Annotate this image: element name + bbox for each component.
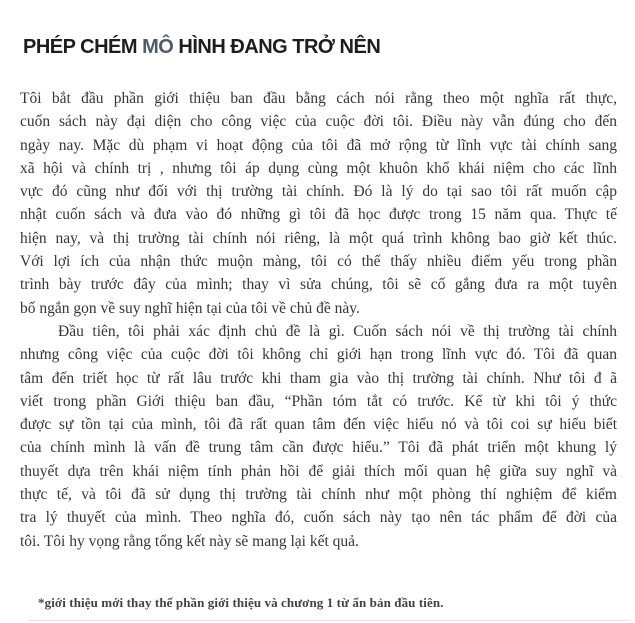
text-line: tâm đến triết học từ rất lâu trước khi tham gia vào thị trường tài chính. Như tôi đ ã	[20, 369, 617, 387]
text-line: tra lý thuyết của mình. Theo nghĩa đó, cuốn sách này tạo nên tác phẩm để đời của	[20, 509, 617, 527]
text-line: Với lợi ích của nhận thức muộn màng, tôi có thể thấy nhiều điểm yếu trong phần	[20, 253, 617, 271]
page-bottom-divider	[28, 620, 631, 621]
text-line: được sự tồn tại của mình, tôi đã rất quan tâm đến việc hiểu nó và tôi coi sự hiểu biết	[20, 416, 617, 434]
paragraph-2	[20, 320, 617, 553]
text-line: vực đó cũng như đối với thị trường tài chính. Đó là lý do tại sao tôi rất muốn cập	[20, 183, 617, 201]
text-line: của chính mình là vấn đề trung tâm cần được hiểu.” Tôi đã phát triển một khung lý	[20, 439, 617, 457]
text-line: Tôi bắt đầu phần giới thiệu ban đầu bằng cách nói rằng theo một nghĩa rất thực,	[20, 90, 617, 107]
text-line: tôi. Tôi hy vọng rằng tổng kết này sẽ mang lại kết quả.	[20, 532, 359, 550]
title-text-suffix: HÌNH ĐANG TRỞ NÊN	[173, 36, 381, 58]
title-highlight-word: MÔ	[142, 36, 174, 58]
page-title	[23, 36, 617, 59]
text-line: nhưng công việc của cuộc đời tôi không chỉ giới hạn trong lĩnh vực đó. Tôi đã quan	[20, 346, 617, 364]
text-line: hiện nay, và thị trường tài chính nói riêng, là một quá trình không bao giờ kết thúc.	[20, 229, 617, 247]
text-line: xã hội và chính trị , nhưng tôi áp dụng cùng một khuôn khổ khái niệm cho các lĩnh	[20, 159, 617, 177]
text-line: cuốn sách này đại diện cho công việc của cuộc đời tôi. Điều này vẫn đúng cho đến	[20, 113, 617, 131]
text-line: Đầu tiên, tôi phải xác định chủ đề là gì. Cuốn sách nói về thị trường tài chính	[58, 322, 617, 340]
text-line: thuyết dựa trên khái niệm tính phản hồi để giải thích mối quan hệ giữa suy nghĩ và	[20, 462, 617, 480]
title-text-prefix: PHÉP CHÉM	[23, 36, 143, 58]
text-line: thực tế, và tôi đã sử dụng thị trường tài chính như một phòng thí nghiệm để kiểm	[20, 486, 617, 504]
footnote: *giới thiệu mới thay thế phần giới thiệu và chương 1 từ ấn bản đầu tiên.	[38, 595, 444, 610]
text-line: ngày nay. Mặc dù phạm vi hoạt động của tôi đã mở rộng từ lĩnh vực tài chính sang	[20, 136, 617, 154]
paragraph-1	[20, 87, 617, 320]
text-line: nhật cuốn sách và đưa vào đó những gì tôi đã học được trong 15 năm qua. Thực tế	[20, 206, 617, 224]
text-line: trình bày trước đây của mình; thay vì sửa chúng, tôi sẽ cố gắng đưa ra một tuyên	[20, 276, 617, 294]
text-line: viết trong phần Giới thiệu ban đầu, “Phần tóm tắt có trước. Kể từ khi tôi ý thức	[20, 392, 617, 410]
text-line: bố ngắn gọn về suy nghĩ hiện tại của tôi về chủ đề này.	[20, 299, 360, 317]
